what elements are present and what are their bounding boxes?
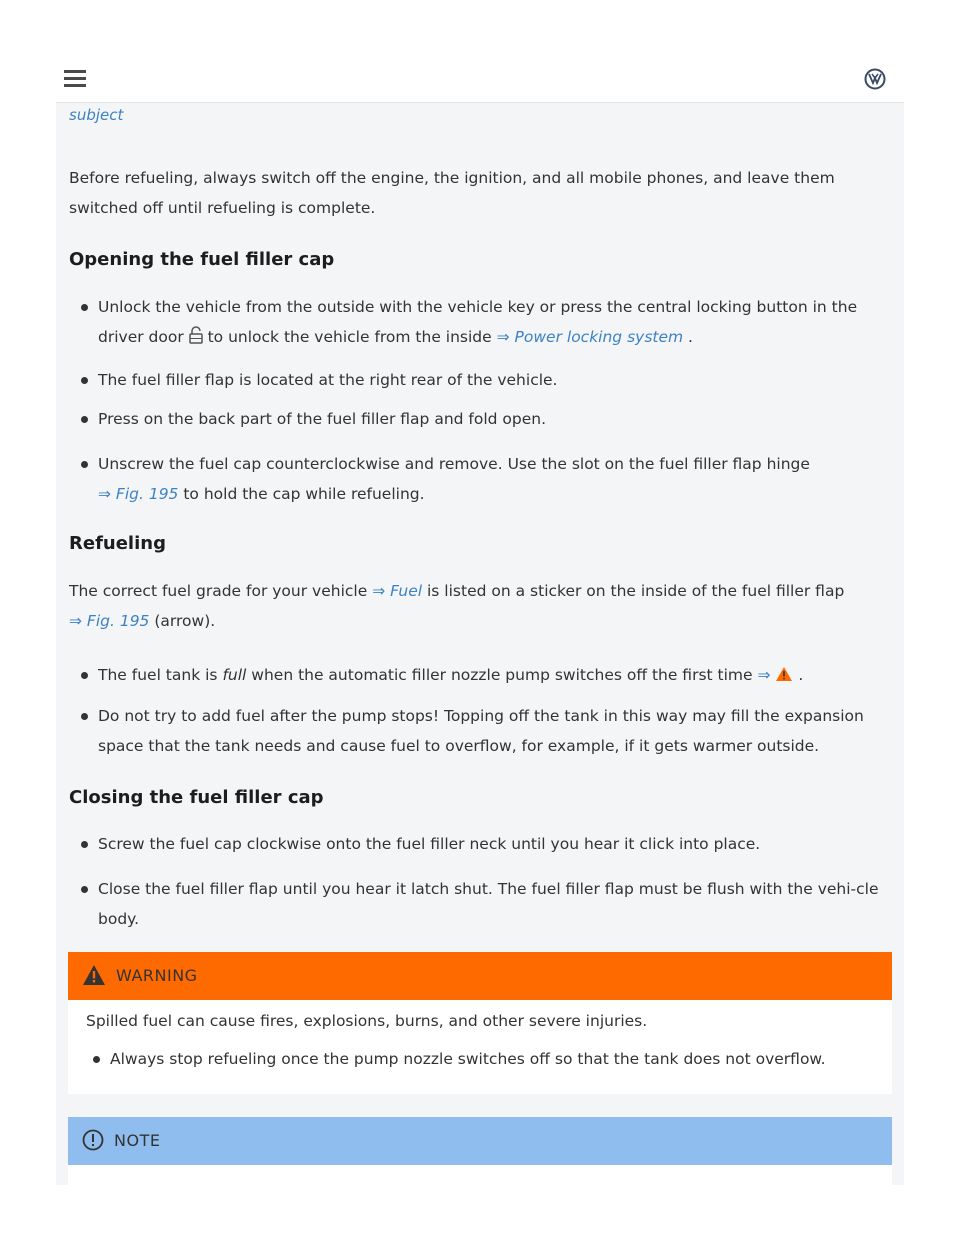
list-item: Always stop refueling once the pump nozzle switches off so that the tank does not overflow. bbox=[110, 1050, 880, 1068]
heading-opening: Opening the fuel filler cap bbox=[69, 249, 335, 270]
note-body bbox=[68, 1165, 892, 1185]
content-area bbox=[56, 103, 904, 1185]
vw-logo-icon[interactable] bbox=[864, 68, 886, 90]
intro-paragraph: Before refueling, always switch off the engine, the ignition, and all mobile phones, and leave them switched off until refueling is complete. bbox=[69, 169, 835, 217]
list-item: Screw the fuel cap clockwise onto the fuel filler neck until you hear it click into place. bbox=[98, 829, 898, 859]
fig-195-link[interactable]: ⇒ Fig. 195 bbox=[69, 612, 150, 630]
warning-icon bbox=[82, 964, 106, 986]
list-item: The fuel tank is full when the automatic filler nozzle pump switches off the first time ⇒ . bbox=[98, 660, 898, 690]
warning-body bbox=[68, 1000, 892, 1094]
note-header bbox=[68, 1117, 892, 1165]
subject-link[interactable]: subject bbox=[69, 106, 124, 124]
info-icon bbox=[82, 1129, 104, 1151]
list-item: Press on the back part of the fuel filler flap and fold open. bbox=[98, 404, 898, 434]
heading-refueling: Refueling bbox=[69, 533, 166, 554]
warning-link[interactable]: ⇒ bbox=[757, 666, 771, 684]
power-locking-link[interactable]: ⇒ Power locking system bbox=[496, 328, 684, 346]
warning-icon bbox=[775, 666, 793, 682]
list-item: Unscrew the fuel cap counterclockwise and remove. Use the slot on the fuel filler flap hinge ⇒ Fig. 195 to hold the cap while refueling. bbox=[98, 449, 898, 509]
warning-text: Spilled fuel can cause fires, explosions, burns, and other severe injuries. bbox=[86, 1012, 648, 1030]
top-bar bbox=[56, 56, 904, 103]
refueling-paragraph: The correct fuel grade for your vehicle ⇒ Fuel is listed on a sticker on the inside of the fuel filler flap ⇒ Fig. 195 (arrow). bbox=[69, 582, 845, 630]
list-item: Close the fuel filler flap until you hear it latch shut. The fuel filler flap must be flush with the vehi-cle body. bbox=[98, 874, 898, 934]
note-box bbox=[68, 1117, 892, 1185]
warning-box bbox=[68, 952, 892, 1094]
list-item: Unlock the vehicle from the outside with the vehicle key or press the central locking button in the driver door to unlock the vehicle from the inside ⇒ Power locking system . bbox=[98, 292, 898, 352]
lock-icon bbox=[189, 326, 203, 344]
heading-closing: Closing the fuel filler cap bbox=[69, 787, 324, 808]
fuel-link[interactable]: ⇒ Fuel bbox=[372, 582, 423, 600]
note-title: NOTE bbox=[114, 1131, 161, 1150]
warning-header bbox=[68, 952, 892, 1000]
list-item: The fuel filler flap is located at the right rear of the vehicle. bbox=[98, 365, 898, 395]
warning-title: WARNING bbox=[116, 966, 198, 985]
list-item: Do not try to add fuel after the pump stops! Topping off the tank in this way may fill the expansion space that the tank needs and cause fuel to overflow, for example, if it gets warmer outside. bbox=[98, 701, 898, 761]
fig-195-link[interactable]: ⇒ Fig. 195 bbox=[98, 485, 179, 503]
menu-icon[interactable] bbox=[64, 70, 86, 88]
